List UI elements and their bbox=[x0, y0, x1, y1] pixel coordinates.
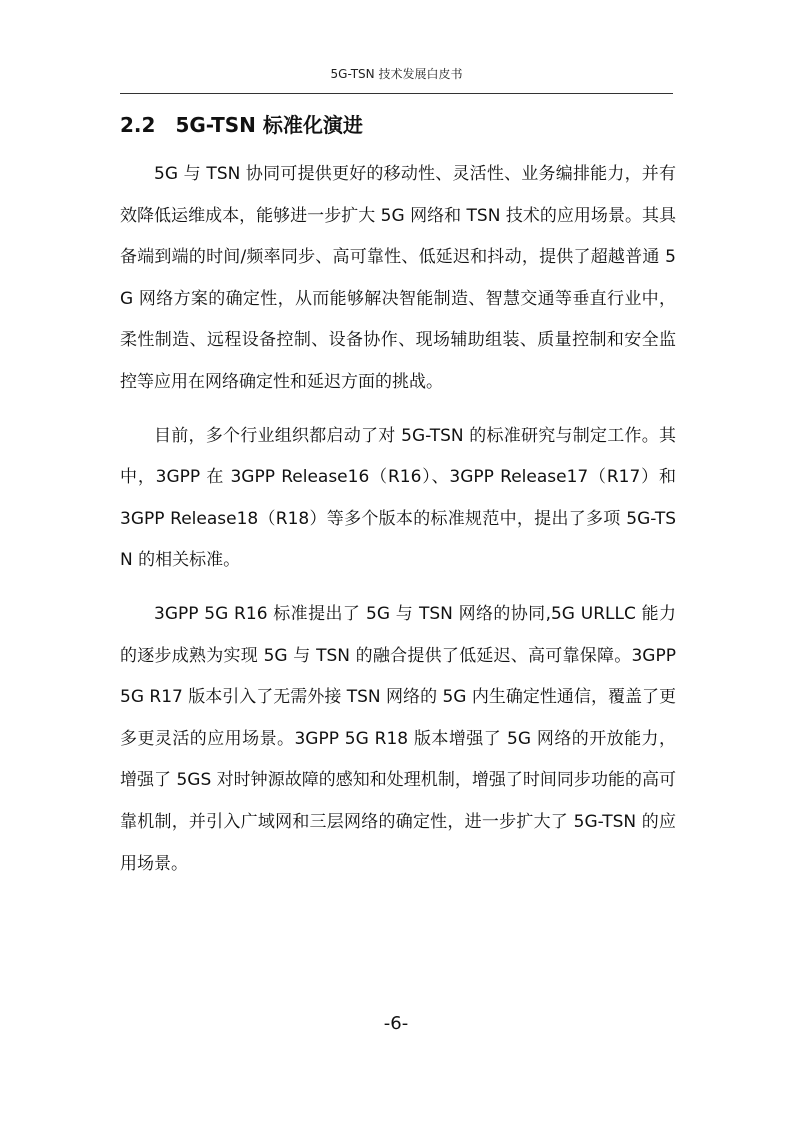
section-number: 2.2 bbox=[120, 113, 156, 137]
header-divider bbox=[120, 93, 673, 94]
paragraph-standards-bodies: 目前，多个行业组织都启动了对 5G-TSN 的标准研究与制定工作。其中，3GPP 在 3GPP Release16（R16）、3GPP Release17（R17）和 3GPP Release18（R18）等多个版本的标准规范中，提出了多项 5G-TSN 的相关标准。 bbox=[120, 425, 676, 571]
section-title: 5G-TSN 标准化演进 bbox=[175, 113, 363, 137]
section-heading bbox=[120, 111, 363, 139]
body-text bbox=[120, 154, 676, 897]
running-header: 5G-TSN 技术发展白皮书 bbox=[330, 67, 463, 81]
paragraph-3gpp-releases: 3GPP 5G R16 标准提出了 5G 与 TSN 网络的协同,5G URLLC 能力的逐步成熟为实现 5G 与 TSN 的融合提供了低延迟、高可靠保障。3GPP 5G R17 版本引入了无需外接 TSN 网络的 5G 内生确定性通信，覆盖了更多更灵活的应用场景。3GPP 5G R18 版本增强了 5G 网络的开放能力，增强了 5GS 对时钟源故障的感知和处理机制，增强了时间同步功能的高可靠机制，并引入广域网和三层网络的确定性，进一步扩大了 5G-TSN 的应用场景。 bbox=[120, 603, 676, 874]
page-number: -6- bbox=[383, 1013, 409, 1034]
paragraph-5g-tsn-benefits: 5G 与 TSN 协同可提供更好的移动性、灵活性、业务编排能力，并有效降低运维成本，能够进一步扩大 5G 网络和 TSN 技术的应用场景。其具备端到端的时间/频率同步、高可靠性、低延迟和抖动，提供了超越普通 5G 网络方案的确定性，从而能够解决智能制造、智慧交通等垂直行业中，柔性制造、远程设备控制、设备协作、现场辅助组装、质量控制和安全监控等应用在网络确定性和延迟方面的挑战。 bbox=[120, 164, 676, 392]
